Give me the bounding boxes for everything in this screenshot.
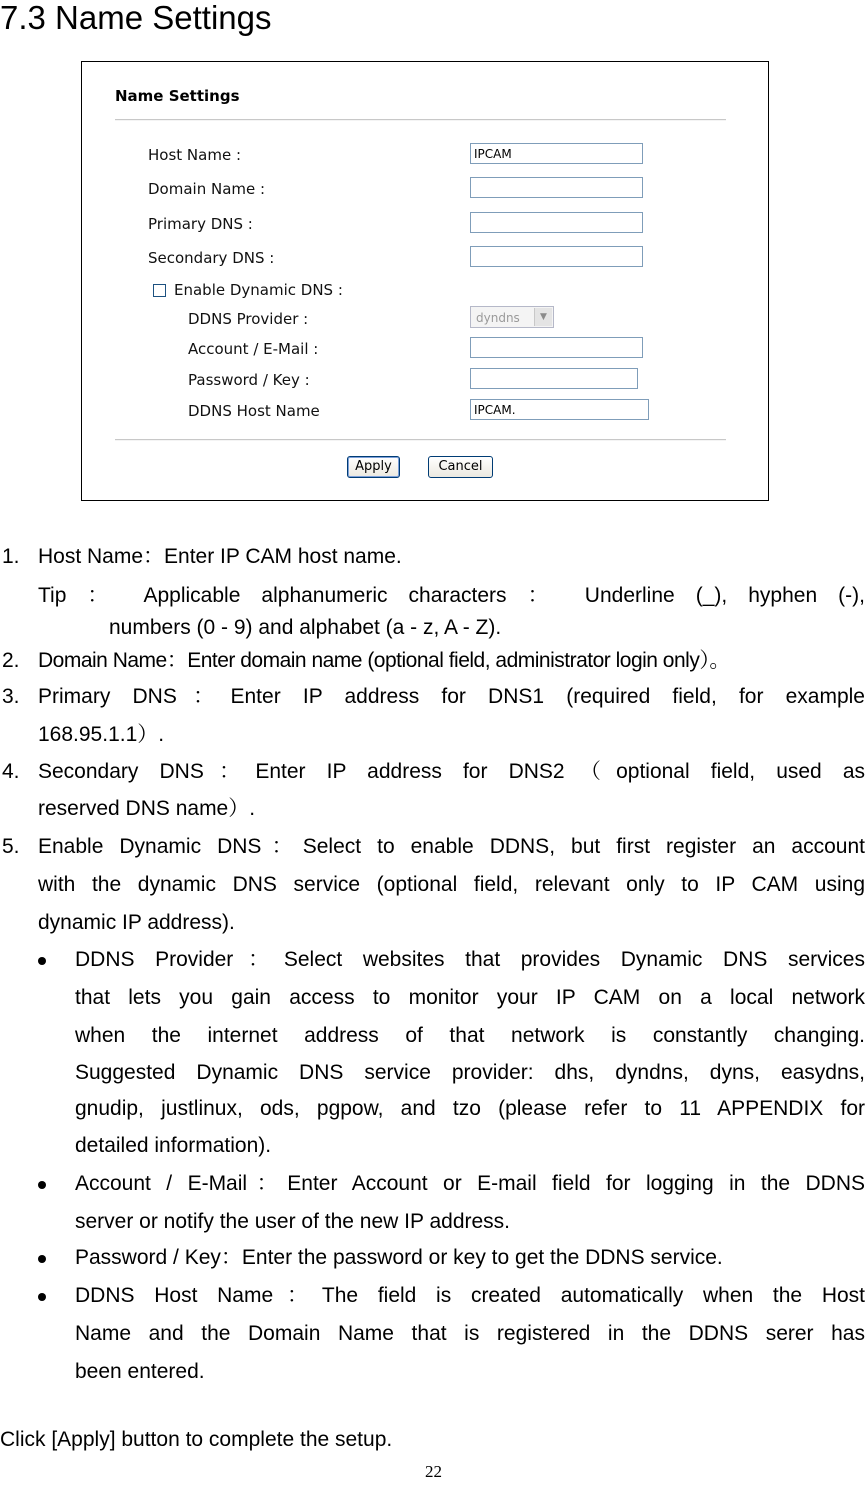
bullet-2-line-2: server or notify the user of the new IP address. xyxy=(75,1210,511,1233)
bullet-3-line-1: Password / Key：Enter the password or key to get the DDNS service. xyxy=(75,1246,723,1269)
bullet-1-line-5: gnudip, justlinux, ods, pgpow, and tzo (please refer to 11 APPENDIX for xyxy=(75,1097,865,1120)
item-4-line-1: Secondary DNS：Enter IP address for DNS2（optional field, used as xyxy=(38,760,865,783)
domain-name-input[interactable] xyxy=(470,177,643,198)
chevron-down-icon[interactable]: ▼ xyxy=(534,308,552,326)
bottom-divider xyxy=(115,439,726,441)
secondary-dns-label: Secondary DNS : xyxy=(148,249,275,267)
host-name-input[interactable] xyxy=(470,143,643,164)
primary-dns-label: Primary DNS : xyxy=(148,215,253,233)
top-divider xyxy=(115,119,726,121)
ddns-host-label: DDNS Host Name xyxy=(188,402,320,420)
item-3-line-1: Primary DNS：Enter IP address for DNS1 (required field, for example xyxy=(38,685,865,708)
tip-line-1: Tip ： Applicable alphanumeric characters ： Underline (_), hyphen (-), xyxy=(38,584,865,607)
item-3-line-2: 168.95.1.1）. xyxy=(38,723,165,746)
host-name-label: Host Name : xyxy=(148,146,241,164)
account-label: Account / E-Mail : xyxy=(188,340,319,358)
item-2-number: 2. xyxy=(2,649,20,672)
password-input[interactable] xyxy=(470,368,638,389)
bullet-2-line-1: Account / E-Mail：Enter Account or E-mail field for logging in the DDNS xyxy=(75,1172,865,1195)
closing-instruction: Click [Apply] button to complete the setup. xyxy=(0,1428,393,1451)
cancel-button[interactable]: Cancel xyxy=(428,456,493,478)
tip-line-2: numbers (0 - 9) and alphabet (a - z, A - Z). xyxy=(109,616,502,639)
password-label: Password / Key : xyxy=(188,371,310,389)
bullet-icon xyxy=(38,1255,46,1263)
item-1-number: 1. xyxy=(2,545,20,568)
page-number: 22 xyxy=(425,1462,442,1481)
section-heading: 7.3 Name Settings xyxy=(0,0,272,36)
item-3-number: 3. xyxy=(2,685,20,708)
item-5-line-2: with the dynamic DNS service (optional field, relevant only to IP CAM using xyxy=(38,873,865,896)
apply-button[interactable]: Apply xyxy=(347,456,400,478)
bullet-1-line-6: detailed information). xyxy=(75,1134,272,1157)
item-5-number: 5. xyxy=(2,835,20,858)
ddns-host-input[interactable] xyxy=(470,399,649,420)
item-5-line-3: dynamic IP address). xyxy=(38,911,235,934)
bullet-4-line-1: DDNS Host Name：The field is created automatically when the Host xyxy=(75,1284,865,1307)
bullet-4-line-3: been entered. xyxy=(75,1360,205,1383)
bullet-1-line-4: Suggested Dynamic DNS service provider: dhs, dyndns, dyns, easydns, xyxy=(75,1061,865,1084)
ddns-provider-label: DDNS Provider : xyxy=(188,310,309,328)
secondary-dns-input[interactable] xyxy=(470,246,643,267)
ddns-provider-select[interactable] xyxy=(470,306,554,328)
bullet-icon xyxy=(38,1181,46,1189)
item-4-line-2: reserved DNS name）. xyxy=(38,797,256,820)
bullet-1-line-3: when the internet address of that network is constantly changing. xyxy=(75,1024,865,1047)
panel-title: Name Settings xyxy=(115,87,240,105)
bullet-1-line-2: that lets you gain access to monitor your IP CAM on a local network xyxy=(75,986,865,1009)
primary-dns-input[interactable] xyxy=(470,212,643,233)
bullet-4-line-2: Name and the Domain Name that is registered in the DDNS serer has xyxy=(75,1322,865,1345)
item-4-number: 4. xyxy=(2,760,20,783)
bullet-icon xyxy=(38,957,46,965)
bullet-icon xyxy=(38,1293,46,1301)
enable-ddns-label: Enable Dynamic DNS : xyxy=(174,281,343,299)
item-1-text: Host Name：Enter IP CAM host name. xyxy=(38,545,402,568)
ddns-provider-value: dyndns xyxy=(476,311,520,325)
item-2-text: Domain Name：Enter domain name (optional field, administrator login only）。 xyxy=(38,649,730,672)
domain-name-label: Domain Name : xyxy=(148,180,266,198)
item-5-line-1: Enable Dynamic DNS：Select to enable DDNS, but first register an account xyxy=(38,835,865,858)
enable-ddns-checkbox[interactable] xyxy=(153,284,166,297)
account-input[interactable] xyxy=(470,337,643,358)
bullet-1-line-1: DDNS Provider：Select websites that provides Dynamic DNS services xyxy=(75,948,865,971)
name-settings-screenshot xyxy=(81,61,769,501)
